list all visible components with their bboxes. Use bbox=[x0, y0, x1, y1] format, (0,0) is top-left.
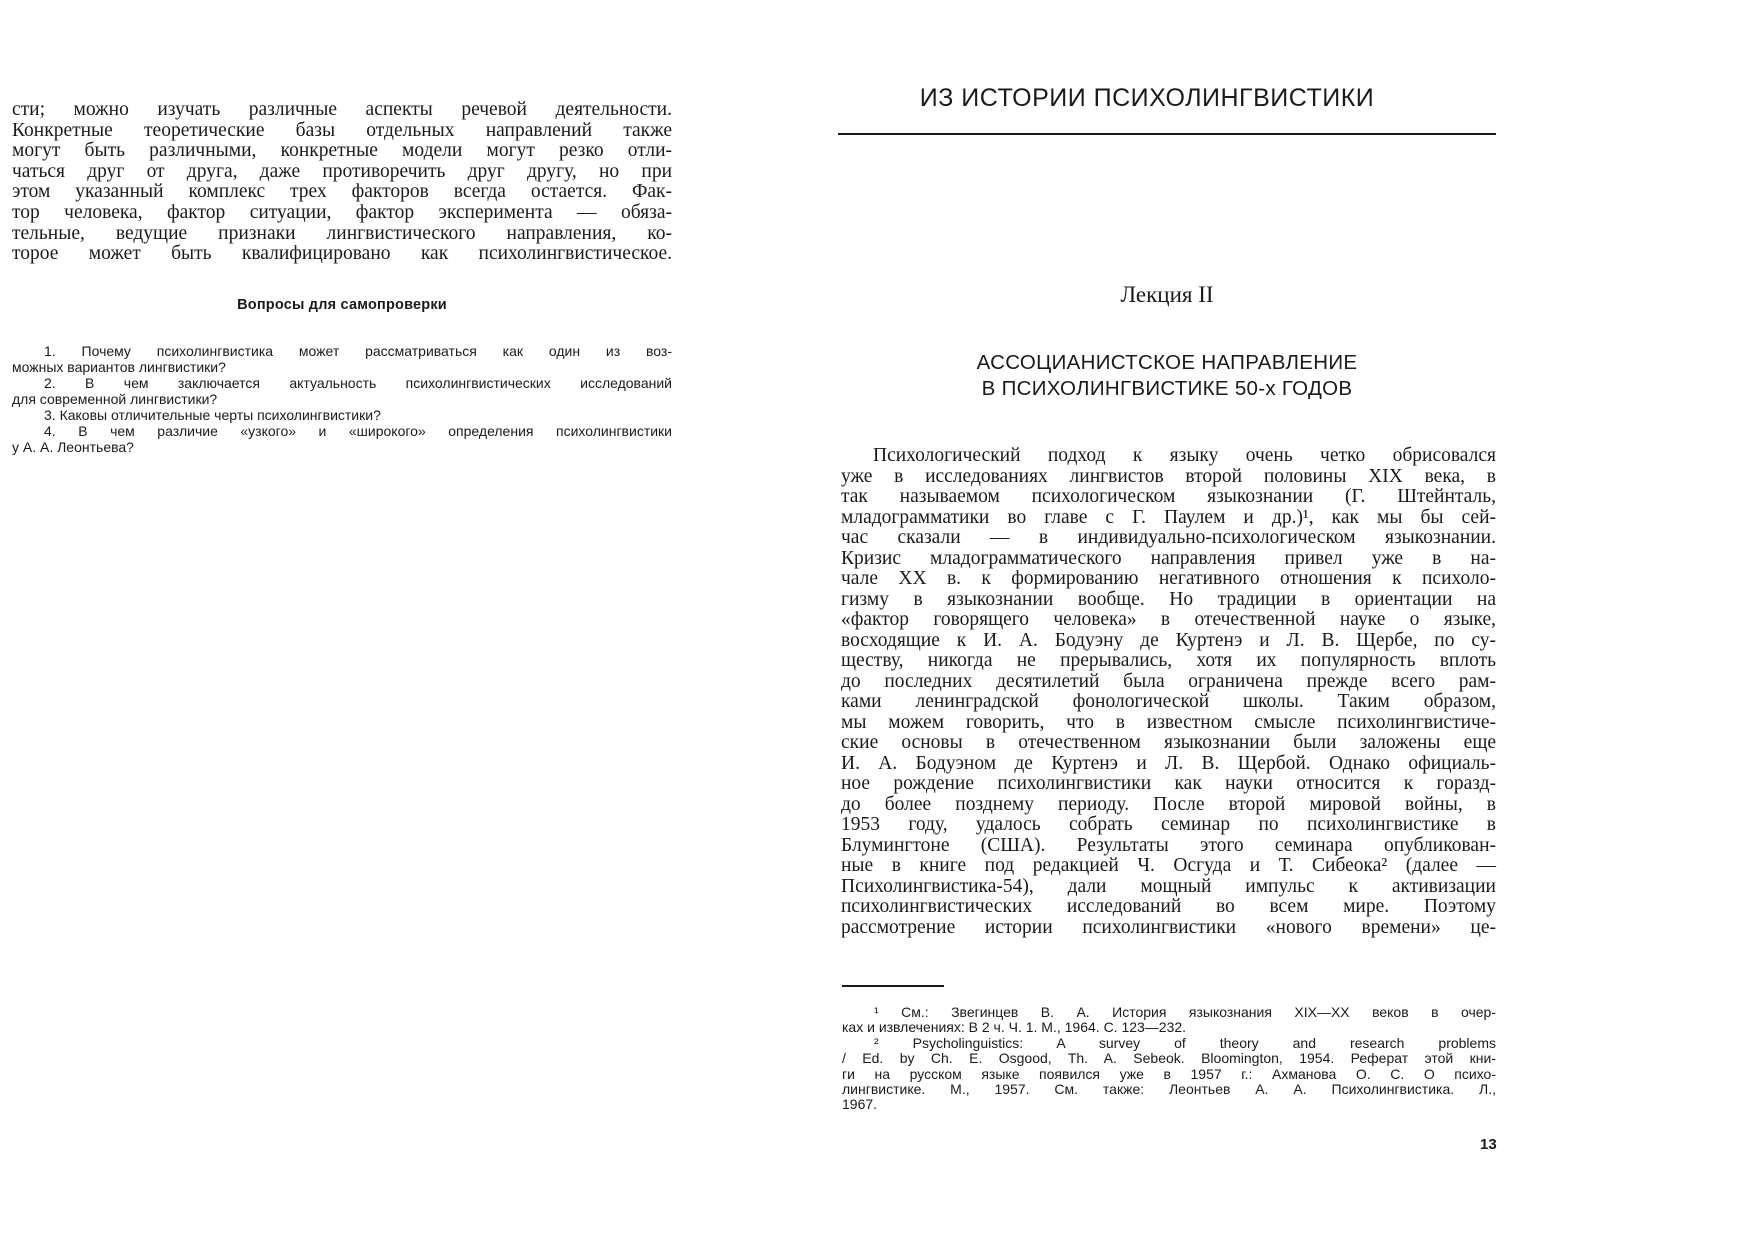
text-line: психолингвистических исследований во всем мире. Поэтому bbox=[841, 896, 1496, 917]
text-line: рассмотрение истории психолингвистики «нового времени» це- bbox=[841, 916, 1496, 938]
text-line: Блумингтоне (США). Результаты этого семинара опубликован- bbox=[841, 834, 1496, 856]
text-line: ские основы в отечественном языкознании были заложены еще bbox=[841, 732, 1496, 753]
question-line: у А. А. Леонтьева? bbox=[12, 439, 134, 455]
text-line: мы можем говорить, что в известном смысле психолингвистиче- bbox=[841, 711, 1496, 733]
footnote-item bbox=[842, 1005, 1496, 1036]
lecture-label: Лекция II bbox=[1120, 282, 1214, 307]
text-line: Конкретные теоретические базы отдельных направлений также bbox=[12, 119, 672, 141]
text-line: 1953 году, удалось собрать семинар по психолингвистике в bbox=[841, 814, 1496, 835]
footnote-line: ¹ См.: Звегинцев В. А. История языкознания XIX—XX веков в очер- bbox=[874, 1004, 1496, 1020]
text-line: ные в книге под редакцией Ч. Осгуда и Т. Сибеока² (далее — bbox=[841, 855, 1496, 876]
question-line: для современной лингвистики? bbox=[12, 391, 218, 407]
question-line: 3. Каковы отличительные черты психолингвистики? bbox=[44, 407, 381, 423]
chapter-title-line-2: В ПСИХОЛИНГВИСТИКЕ 50-х ГОДОВ bbox=[981, 377, 1353, 400]
text-line: до последних десятилетий была ограничена прежде всего рам- bbox=[841, 670, 1496, 692]
footnote-rule bbox=[842, 985, 944, 987]
question-line: 1. Почему психолингвистика может рассматриваться как один из воз- bbox=[44, 343, 672, 359]
section-title-rule bbox=[838, 133, 1496, 135]
questions-list bbox=[12, 343, 672, 455]
text-line: ществу, никогда не прерывались, хотя их популярность вплоть bbox=[841, 650, 1496, 671]
footnote-line: ² Psycholinguistics: A survey of theory and research problems bbox=[874, 1034, 1496, 1051]
question-line: 4. В чем различие «узкого» и «широкого» определения психолингвистики bbox=[44, 423, 672, 439]
footnote-line: 1967. bbox=[842, 1096, 878, 1113]
body-paragraph bbox=[841, 446, 1496, 938]
footnote-line: лингвистике. М., 1957. См. также: Леонтьев А. А. Психолингвистика. Л., bbox=[842, 1081, 1496, 1098]
footnote-line: / Ed. by Ch. E. Osgood, Th. A. Sebeok. Bloomington, 1954. Реферат этой кни- bbox=[842, 1050, 1496, 1067]
question-item bbox=[12, 375, 672, 407]
text-line: так называемом психологическом языкознании (Г. Штейнталь, bbox=[841, 486, 1496, 507]
text-line: Психолингвистика-54), дали мощный импульс к активизации bbox=[841, 875, 1496, 897]
text-line: «фактор говорящего человека» в отечественной науке о языке, bbox=[841, 609, 1496, 630]
footnote-item bbox=[842, 1036, 1496, 1113]
section-title: ИЗ ИСТОРИИ ПСИХОЛИНГВИСТИКИ bbox=[919, 84, 1375, 112]
text-line: тельные, ведущие признаки лингвистического направления, ко- bbox=[12, 222, 672, 244]
text-line: Психологический подход к языку очень четко обрисовался bbox=[873, 445, 1496, 466]
footnotes bbox=[842, 1005, 1496, 1113]
question-item bbox=[12, 407, 672, 423]
text-line: И. А. Бодуэном де Куртенэ и Л. В. Щербой. Однако официаль- bbox=[841, 752, 1496, 774]
questions-heading: Вопросы для самопроверки bbox=[237, 297, 447, 313]
text-line: восходящие к И. А. Бодуэну де Куртенэ и Л. В. Щербе, по су- bbox=[841, 629, 1496, 651]
text-line: ками ленинградской фонологической школы. Таким образом, bbox=[841, 691, 1496, 712]
question-line: 2. В чем заключается актуальность психолингвистических исследований bbox=[44, 375, 672, 391]
text-line: этом указанный комплекс трех факторов всегда остается. Фак- bbox=[12, 181, 672, 203]
chapter-title bbox=[838, 350, 1496, 402]
text-line: час сказали — в индивидуально-психологическом языкознании. bbox=[841, 527, 1496, 548]
text-line: сти; можно изучать различные аспекты речевой деятельности. bbox=[12, 99, 672, 120]
text-line: гизму в языкознании вообще. Но традиции в ориентации на bbox=[841, 588, 1496, 610]
text-line: ное рождение психолингвистики как науки относится к горазд- bbox=[841, 773, 1496, 794]
text-line: уже в исследованиях лингвистов второй половины XIX века, в bbox=[841, 465, 1496, 487]
text-line: до более позднему периоду. После второй мировой войны, в bbox=[841, 793, 1496, 815]
text-line: чале XX в. к формированию негативного отношения к психоло- bbox=[841, 568, 1496, 589]
footnote-line: ги на русском языке появился уже в 1957 г.: Ахманова О. С. О психо- bbox=[842, 1065, 1496, 1082]
question-line: можных вариантов лингвистики? bbox=[12, 359, 226, 375]
footnote-line: ках и извлечениях: В 2 ч. Ч. 1. М., 1964. С. 123—232. bbox=[842, 1019, 1187, 1036]
page-number: 13 bbox=[1480, 1136, 1497, 1153]
question-item bbox=[12, 343, 672, 375]
continuation-paragraph bbox=[12, 100, 672, 265]
text-line: младограмматики во главе с Г. Паулем и др.)¹, как мы бы сей- bbox=[841, 506, 1496, 528]
question-item bbox=[12, 423, 672, 455]
chapter-title-line-1: АССОЦИАНИСТСКОЕ НАПРАВЛЕНИЕ bbox=[976, 351, 1358, 374]
text-line: могут быть различными, конкретные модели могут резко отли- bbox=[12, 140, 672, 162]
text-line: чаться друг от друга, даже противоречить друг другу, но при bbox=[12, 160, 672, 182]
text-line: тор человека, фактор ситуации, фактор эксперимента — обяза- bbox=[12, 201, 672, 223]
text-line: торое может быть квалифицировано как психолингвистическое. bbox=[12, 243, 672, 265]
text-line: Кризис младограмматического направления привел уже в на- bbox=[841, 547, 1496, 569]
